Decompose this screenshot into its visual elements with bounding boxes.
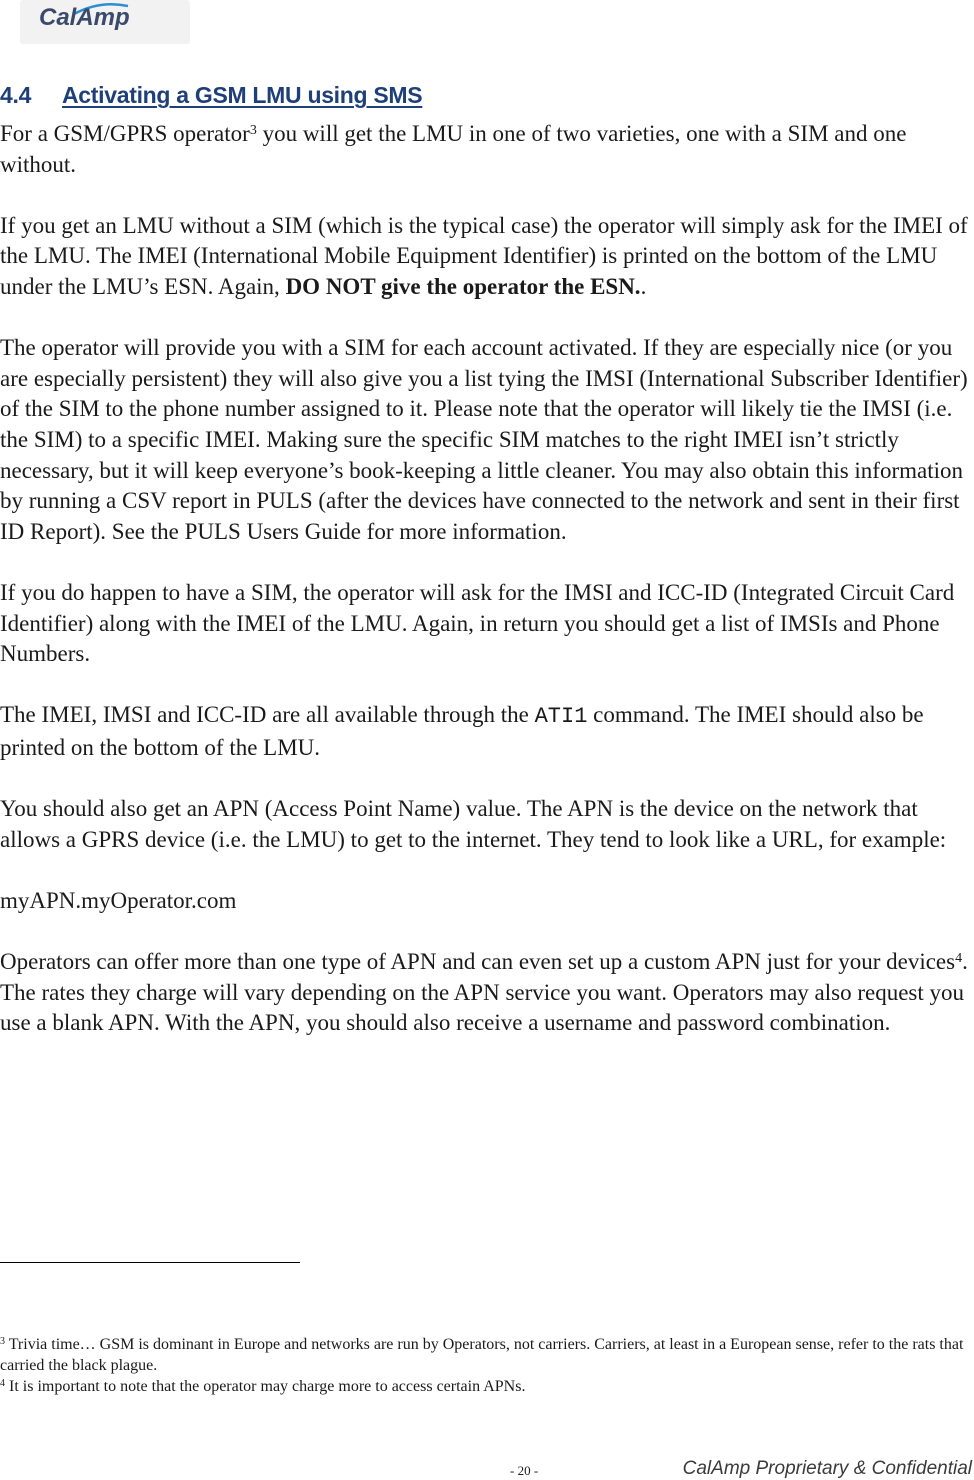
p2-bold-warning: DO NOT give the operator the ESN. <box>285 273 641 299</box>
paragraph-5 <box>0 700 974 763</box>
paragraph-2 <box>0 211 974 303</box>
page-number: - 20 - <box>510 1463 539 1478</box>
apn-example: myAPN.myOperator.com <box>0 887 237 913</box>
paragraph-4: If you do happen to have a SIM, the operator will ask for the IMSI and ICC-ID (Integrated Circuit Card Identifier) along with the IMEI of the LMU. Again, in return you should get a list of IMSIs and Phone Numbers. <box>0 579 955 667</box>
footnote-3 <box>0 1334 974 1376</box>
logo-text: CalAmp <box>39 4 130 31</box>
command-code: ATI1 <box>534 704 588 730</box>
calamp-logo <box>20 0 190 44</box>
paragraph-3: The operator will provide you with a SIM for each account activated. If they are especially nice (or you are especially persistent) they will also give you a list tying the IMSI (International Subscriber Identifier) of the SIM to the phone number assigned to it. Please note that the operator will likely tie the IMSI (i.e. the SIM) to a specific IMEI. Making sure the specific SIM matches to the right IMEI isn’t strictly necessary, but it will keep everyone’s book-keeping a little cleaner. You may also obtain this information by running a CSV report in PULS (after the devices have connected to the network and sent in their first ID Report). See the PULS Users Guide for more information. <box>0 335 968 544</box>
p2-text-b: . <box>640 273 647 299</box>
p8-text-a: Operators can offer more than one type of APN and can even set up a custom APN just for your devices <box>0 949 956 975</box>
p5-text-a: The IMEI, IMSI and ICC-ID are all available through the <box>0 702 535 728</box>
p1-text-b: you will get the LMU in one of two varieties, one with a SIM and one without. <box>0 121 907 177</box>
footnote-3-text: Trivia time… GSM is dominant in Europe and networks are run by Operators, not carriers. Carriers, at least in a European sense, refer to the rats that carried the black plague. <box>0 1336 964 1374</box>
paragraph-8 <box>0 947 974 1039</box>
p8-text-b: . The rates they charge will vary depending on the APN service you want. Operators may also request you use a blank APN. With the APN, you should also receive a username and password combination. <box>0 949 968 1036</box>
p5-text-b: command. The IMEI should also be printed on the bottom of the LMU. <box>0 702 924 760</box>
paragraph-6: You should also get an APN (Access Point Name) value. The APN is the device on the network that allows a GPRS device (i.e. the LMU) to get to the internet. They tend to look like a URL, for example: <box>0 796 947 852</box>
section-title: Activating a GSM LMU using SMS <box>62 82 423 108</box>
footnote-3-mark: 3 <box>0 1336 5 1347</box>
footnote-4-text: It is important to note that the operator may charge more to access certain APNs. <box>5 1378 526 1395</box>
paragraph-1 <box>0 119 974 180</box>
p2-text-a: If you get an LMU without a SIM (which is the typical case) the operator will simply ask for the IMEI of the LMU. The IMEI (International Mobile Equipment Identifier) is printed on the bottom of the LMU under the LMU’s ESN. Again, <box>0 212 968 299</box>
footnotes <box>0 1334 974 1397</box>
section-heading <box>0 82 974 109</box>
footnote-4-mark: 4 <box>0 1378 5 1389</box>
footnote-ref-4[interactable]: 4 <box>955 951 963 967</box>
section-number: 4.4 <box>0 82 32 108</box>
p1-text-a: For a GSM/GPRS operator <box>0 121 250 146</box>
footnote-separator <box>0 1262 300 1263</box>
confidentiality-notice: CalAmp Proprietary & Confidential <box>682 1458 972 1479</box>
footnote-ref-3[interactable]: 3 <box>249 123 257 138</box>
body-text <box>0 119 974 1069</box>
footnote-4 <box>0 1376 974 1397</box>
